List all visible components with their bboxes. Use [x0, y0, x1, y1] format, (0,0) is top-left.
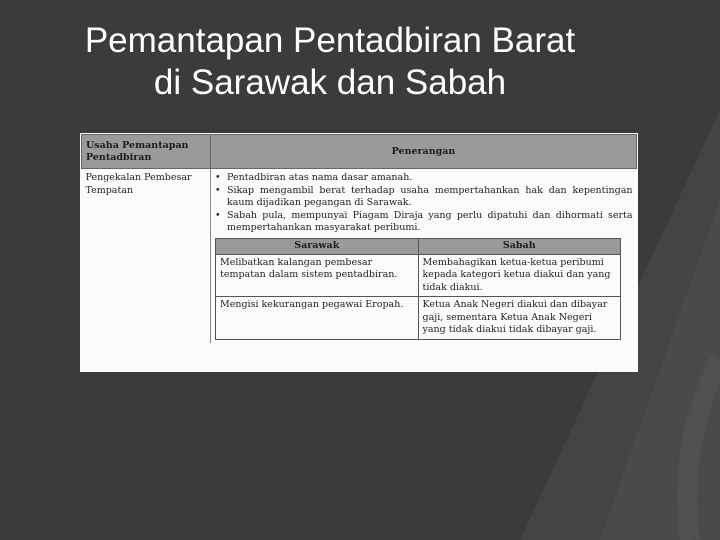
header-usaha-pemantapan: Usaha Pemantapan Pentadbiran	[82, 135, 211, 169]
comparison-row	[216, 254, 621, 297]
slide-title	[0, 20, 660, 104]
slide-title-line-2: di Sarawak dan Sabah	[153, 63, 507, 102]
scanned-table-image	[80, 133, 638, 372]
sarawak-cell: Mengisi kekurangan pegawai Eropah.	[216, 297, 419, 340]
comparison-header-row	[216, 238, 621, 254]
comparison-table	[215, 238, 621, 340]
bullet-list	[215, 172, 633, 235]
sabah-cell: Ketua Anak Negeri diakui dan dibayar gaji, sementara Ketua Anak Negeri yang tidak diakui tidak dibayar gaji.	[418, 297, 621, 340]
bullet-item: • Sabah pula, mempunyai Piagam Diraja yang perlu dipatuhi dan dihormati serta mempertahankan masyarakat peribumi.	[225, 210, 633, 235]
bullet-item: • Sikap mengambil berat terhadap usaha mempertahankan hak dan kepentingan kaum dijadikan pegangan di Sarawak.	[225, 185, 633, 210]
sarawak-cell: Melibatkan kalangan pembesar tempatan dalam sistem pentadbiran.	[216, 254, 419, 297]
penerangan-cell	[211, 169, 637, 343]
comparison-row	[216, 297, 621, 340]
bullet-item: • Pentadbiran atas nama dasar amanah.	[225, 172, 633, 185]
header-sabah: Sabah	[418, 238, 621, 254]
row-label-pengekalan: Pengekalan Pembesar Tempatan	[82, 169, 211, 343]
main-table-row	[82, 169, 637, 343]
header-penerangan: Penerangan	[211, 135, 637, 169]
main-table	[81, 134, 637, 343]
slide-title-line-1: Pemantapan Pentadbiran Barat	[84, 21, 576, 60]
main-table-header-row	[82, 135, 637, 169]
sabah-cell: Membahagikan ketua-ketua peribumi kepada kategori ketua diakui dan yang tidak diakui.	[418, 254, 621, 297]
header-sarawak: Sarawak	[216, 238, 419, 254]
